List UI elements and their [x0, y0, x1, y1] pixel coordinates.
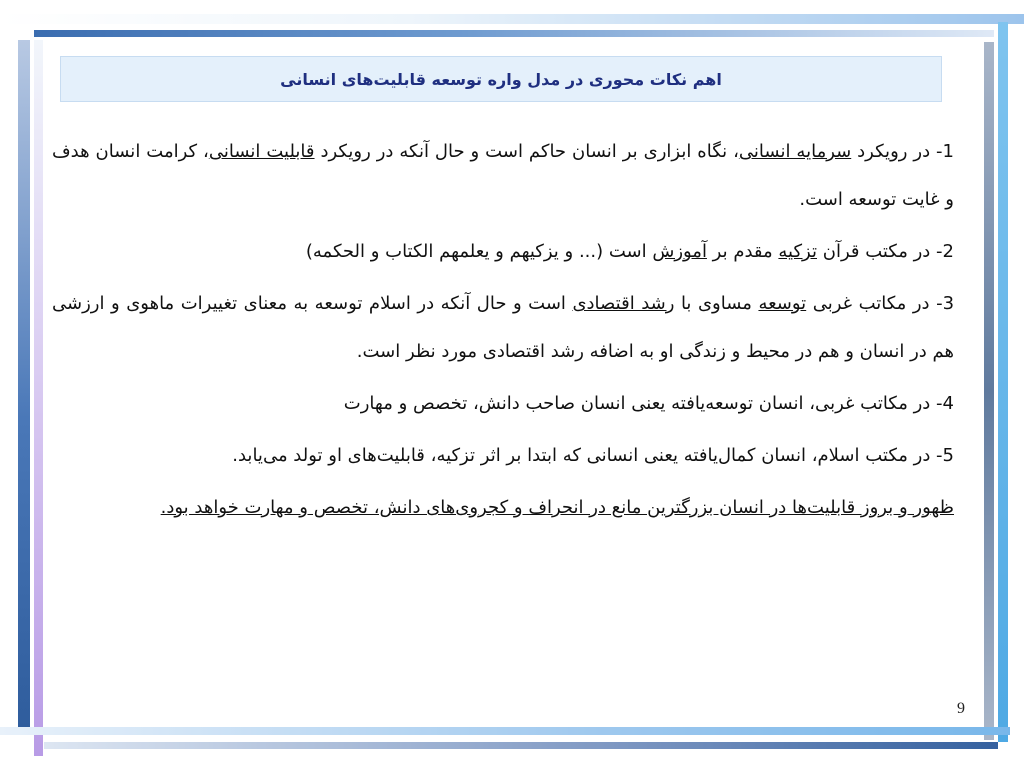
point-2-text-e: است (... و یزکیهم و یعلمهم الکتاب و الحکمه) — [305, 241, 653, 262]
point-3-text-c: مساوی با — [674, 293, 759, 314]
point-1-term-human-capital: سرمایه انسانی — [738, 141, 852, 162]
point-3-text-e: است و حال آنکه در اسلام توسعه به معنای تغییرات ماهوی و ارزشی هم در انسان و هم در محیط و زندگی او به اضافه رشد اقتصادی مورد نظر است. — [52, 293, 954, 362]
top-decor-bar-light — [0, 14, 1024, 24]
point-3-text-a: 3- در مکاتب غربی — [806, 293, 955, 314]
left-decor-bar-blue — [18, 40, 30, 728]
point-5: 5- در مکتب اسلام، انسان کمال‌یافته یعنی انسانی که ابتدا بر اثر تزکیه، قابلیت‌های او تولد می‌یابد. — [232, 445, 954, 466]
slide-title-box — [60, 56, 942, 102]
point-4: 4- در مکاتب غربی، انسان توسعه‌یافته یعنی انسان صاحب دانش، تخصص و مهارت — [343, 393, 954, 414]
point-3-term-development: توسعه — [758, 293, 807, 314]
slide-content — [52, 128, 954, 532]
point-2-term-education: آموزش — [652, 241, 707, 262]
point-1-term-human-capability: قابلیت انسانی — [208, 141, 315, 162]
bottom-decor-bar-dark — [44, 742, 998, 749]
point-3-term-economic-growth: رشد اقتصادی — [572, 293, 675, 314]
point-2 — [52, 228, 954, 276]
point-1-text-e: ، کرامت انسان هدف و غایت توسعه است. — [52, 141, 954, 210]
point-2-term-purification: تزکیه — [778, 241, 817, 262]
right-decor-bar-gray — [984, 42, 994, 740]
point-1-text-c: ، نگاه ابزاری بر انسان حاکم است و حال آنکه در رویکرد — [314, 141, 739, 162]
point-1-text-a: 1- در رویکرد — [851, 141, 954, 162]
slide-title: اهم نکات محوری در مدل واره توسعه قابلیت‌های انسانی — [280, 69, 722, 89]
page-number: 9 — [957, 700, 965, 717]
point-2-text-c: مقدم بر — [706, 241, 779, 262]
point-1 — [52, 128, 954, 224]
point-3 — [52, 280, 954, 376]
point-6-conclusion: ظهور و بروز قابلیت‌ها در انسان بزرگترین مانع در انحراف و کجروی‌های دانش، تخصص و مهارت خواهد بود. — [160, 497, 954, 518]
right-decor-bar-cyan — [998, 22, 1008, 742]
left-decor-bar-violet — [34, 40, 43, 756]
bottom-decor-bar-light — [0, 727, 1010, 735]
top-decor-bar-dark — [34, 30, 994, 37]
point-2-text-a: 2- در مکتب قرآن — [817, 241, 954, 262]
